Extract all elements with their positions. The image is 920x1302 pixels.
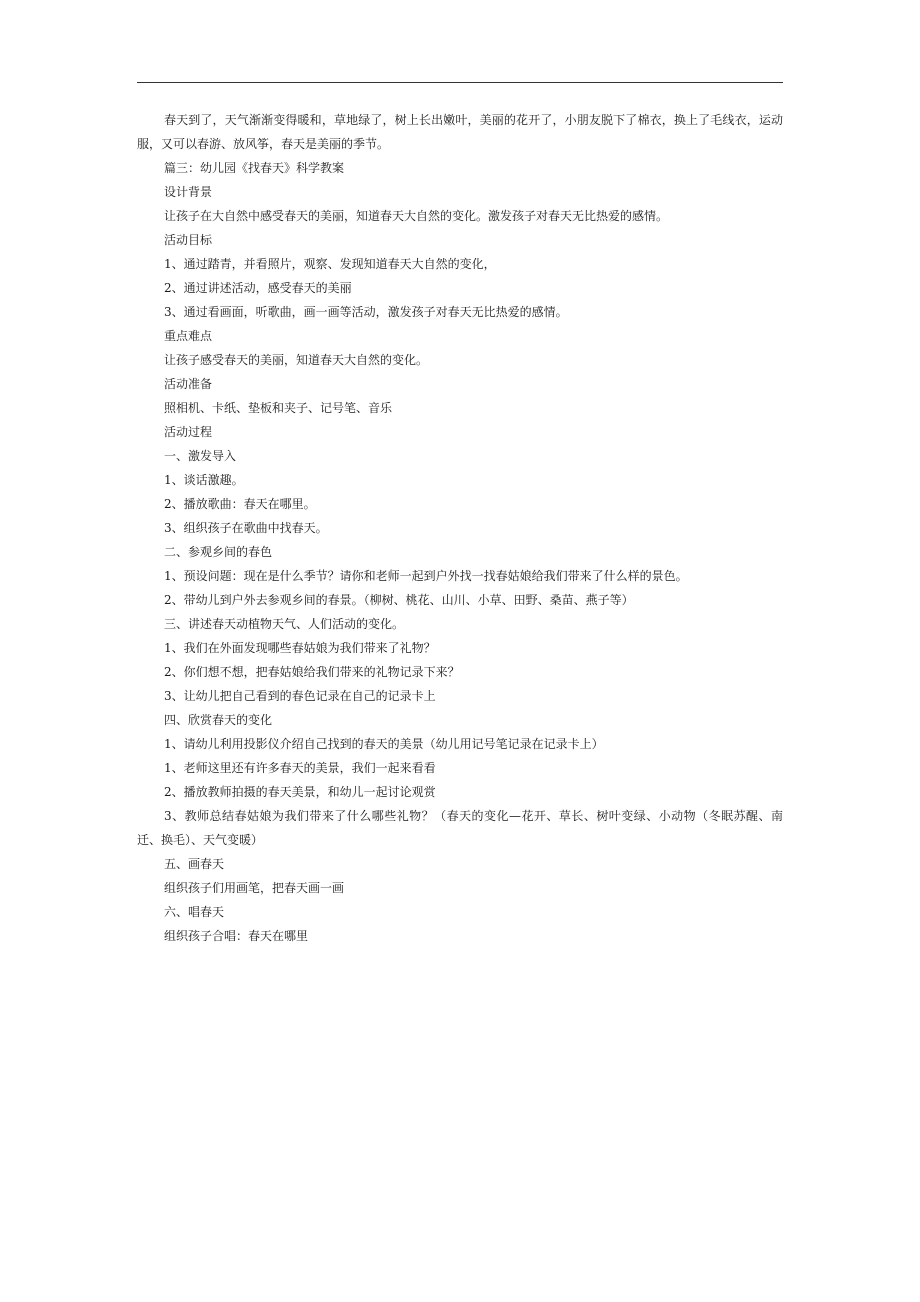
heading-key-points: 重点难点 [164,329,213,343]
step-heading: 五、画春天 [164,857,225,871]
heading-process: 活动过程 [164,425,213,439]
step-heading: 二、参观乡间的春色 [164,545,273,559]
step-item: 组织孩子合唱：春天在哪里 [164,929,309,943]
step-item: 2、播放教师拍摄的春天美景，和幼儿一起讨论观赏 [164,785,436,799]
step-item: 2、播放歌曲：春天在哪里。 [164,497,316,511]
goal-item: 2、通过讲述活动，感受春天的美丽 [164,281,352,295]
paragraph-spring-intro: 春天到了，天气渐渐变得暖和，草地绿了，树上长出嫩叶，美丽的花开了，小朋友脱下了棉衣，换上了毛线衣，运动服，又可以春游、放风筝，春天是美丽的季节。 [137,113,783,151]
step-item: 3、组织孩子在歌曲中找春天。 [164,521,328,535]
step-heading: 四、欣赏春天的变化 [164,713,273,727]
step-item: 组织孩子们用画笔，把春天画一画 [164,881,345,895]
step-item: 1、预设问题：现在是什么季节？请你和老师一起到户外找一找春姑娘给我们带来了什么样的景色。 [164,569,688,583]
step-item: 1、请幼儿利用投影仪介绍自己找到的春天的美景（幼儿用记号笔记录在记录卡上） [164,737,604,751]
step-heading: 三、讲述春天动植物天气、人们活动的变化。 [164,617,405,631]
step-heading: 六、唱春天 [164,905,225,919]
step-item: 2、你们想不想，把春姑娘给我们带来的礼物记录下来？ [164,665,460,679]
heading-design-background: 设计背景 [164,185,213,199]
step-item: 1、谈话激趣。 [164,473,244,487]
step-item: 1、老师这里还有许多春天的美景，我们一起来看看 [164,761,436,775]
goal-item: 3、通过看画面，听歌曲，画一画等活动，激发孩子对春天无比热爱的感情。 [164,305,568,319]
step-heading: 一、激发导入 [164,449,237,463]
step-item: 2、带幼儿到户外去参观乡间的春景。（柳树、桃花、山川、小草、田野、桑苗、燕子等） [164,593,634,607]
heading-activity-goals: 活动目标 [164,233,213,247]
step-item: 3、教师总结春姑娘为我们带来了什么哪些礼物？（春天的变化—花开、草长、树叶变绿、小动物（冬眠苏醒、南迁、换毛）、天气变暖） [137,809,783,847]
paragraph-materials: 照相机、卡纸、垫板和夹子、记号笔、音乐 [164,401,393,415]
paragraph-key-points: 让孩子感受春天的美丽，知道春天大自然的变化。 [164,353,429,367]
header-rule [137,82,783,83]
goal-item: 1、通过踏青，并看照片，观察、发现知道春天大自然的变化， [164,257,496,271]
heading-preparation: 活动准备 [164,377,213,391]
step-item: 1、我们在外面发现哪些春姑娘为我们带来了礼物？ [164,641,436,655]
step-item: 3、让幼儿把自己看到的春色记录在自己的记录卡上 [164,689,436,703]
paragraph-background: 让孩子在大自然中感受春天的美丽，知道春天大自然的变化。激发孩子对春天无比热爱的感情。 [164,209,669,223]
document-body [137,108,783,948]
section-title: 篇三：幼儿园《找春天》科学教案 [164,161,345,175]
